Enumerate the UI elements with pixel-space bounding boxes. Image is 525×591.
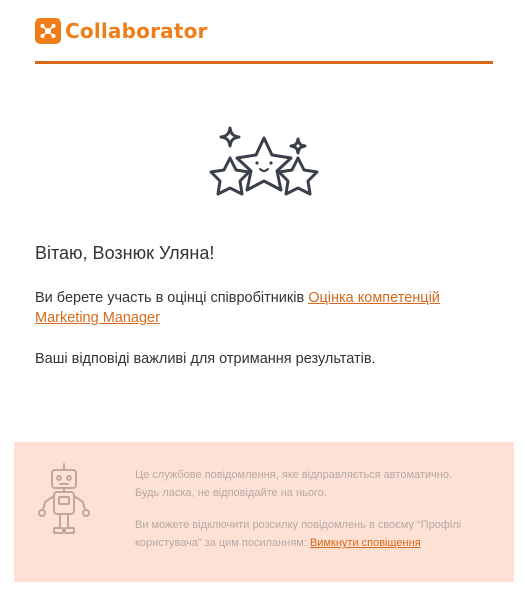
email-header <box>35 14 493 64</box>
unsubscribe-text: Ви можете відключити розсилку повідомлень в своєму “Профілі користувача” за цим посиланням: <box>135 519 462 549</box>
disable-notifications-link[interactable]: Вимкнути сповіщення <box>309 537 421 549</box>
stars-icon <box>206 122 322 212</box>
robot-icon <box>36 462 92 544</box>
collaborator-logo-icon <box>35 18 61 44</box>
brand-logo[interactable] <box>35 14 493 48</box>
brand-name: Collaborator <box>65 19 208 43</box>
no-reply-line: Будь ласка, не відповідайте на нього. <box>135 487 327 499</box>
assessment-link[interactable]: Оцінка компетенцій Marketing Manager <box>35 290 440 326</box>
auto-notice-line: Це службове повідомлення, яке відправляється автоматично. <box>135 469 453 481</box>
header-divider <box>35 61 493 64</box>
invite-text: Ви берете участь в оцінці співробітників <box>35 290 309 306</box>
footer-notice <box>14 442 514 582</box>
importance-text: Ваші відповіді важливі для отримання результатів. <box>35 351 376 367</box>
unsubscribe-paragraph <box>135 516 495 552</box>
auto-notice <box>135 466 495 502</box>
greeting: Вітаю, Вознюк Уляна! <box>35 243 215 263</box>
invite-paragraph <box>35 288 475 328</box>
